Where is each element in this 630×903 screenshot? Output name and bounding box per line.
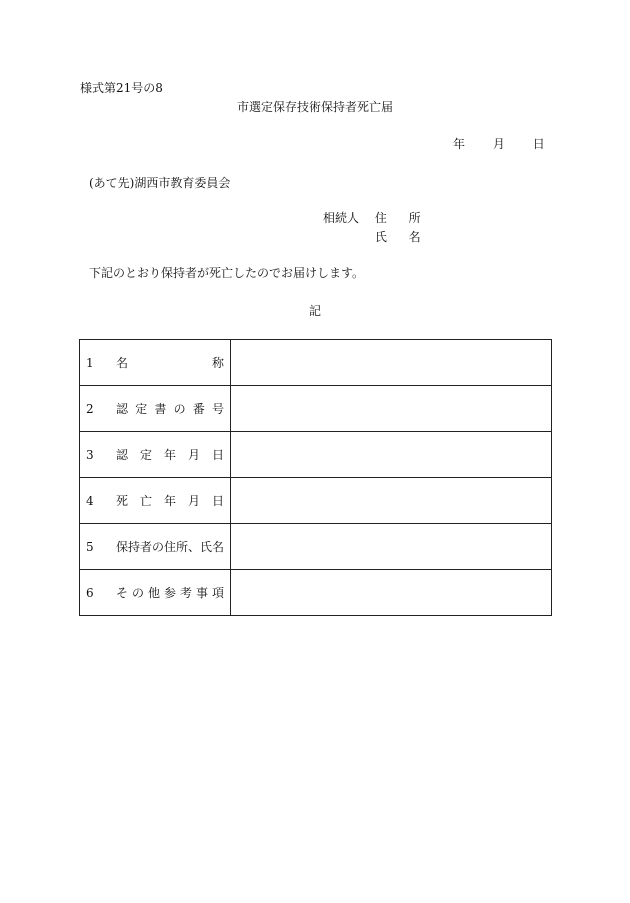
table-row bbox=[80, 340, 552, 386]
table-row bbox=[80, 386, 552, 432]
row-number: 3 bbox=[86, 447, 94, 462]
date-year-label: 年 bbox=[453, 137, 466, 151]
row-value-cell[interactable] bbox=[231, 478, 552, 524]
table-row bbox=[80, 524, 552, 570]
ki-heading: 記 bbox=[308, 304, 321, 318]
table-row bbox=[80, 478, 552, 524]
body-text: 下記のとおり保持者が死亡したのでお届けします。 bbox=[89, 266, 365, 280]
row-label: 死亡年月日 bbox=[116, 494, 224, 508]
row-number: 1 bbox=[86, 355, 94, 370]
applicant-role: 相続人 bbox=[323, 211, 360, 225]
row-label: 認定書の番号 bbox=[116, 402, 224, 416]
row-label: 保持者の住所、氏名 bbox=[116, 540, 225, 554]
row-label-cell bbox=[80, 386, 231, 432]
table-row bbox=[80, 432, 552, 478]
date-day-label: 日 bbox=[532, 137, 545, 151]
row-value-cell[interactable] bbox=[231, 340, 552, 386]
applicant-name-label: 氏 名 bbox=[374, 230, 430, 244]
detail-table bbox=[79, 339, 552, 616]
row-number: 4 bbox=[86, 493, 94, 508]
date-line bbox=[453, 138, 545, 150]
row-label: 名 称 bbox=[116, 356, 224, 370]
row-number: 5 bbox=[86, 539, 94, 554]
row-label-cell bbox=[80, 570, 231, 616]
applicant-block bbox=[323, 212, 430, 250]
date-month-label: 月 bbox=[492, 137, 505, 151]
row-label: その他参考事項 bbox=[116, 586, 224, 600]
row-label: 認定年月日 bbox=[116, 448, 224, 462]
row-value-cell[interactable] bbox=[231, 570, 552, 616]
addressee: (あて先)湖西市教育委員会 bbox=[89, 176, 231, 190]
row-number: 6 bbox=[86, 585, 94, 600]
row-label-cell bbox=[80, 478, 231, 524]
row-value-cell[interactable] bbox=[231, 432, 552, 478]
row-value-cell[interactable] bbox=[231, 386, 552, 432]
row-number: 2 bbox=[86, 401, 94, 416]
table-row bbox=[80, 570, 552, 616]
row-label-cell bbox=[80, 524, 231, 570]
applicant-address-label: 住 所 bbox=[374, 211, 430, 225]
row-label-cell bbox=[80, 340, 231, 386]
row-value-cell[interactable] bbox=[231, 524, 552, 570]
form-number: 様式第21号の8 bbox=[80, 81, 163, 95]
document-title: 市選定保存技術保持者死亡届 bbox=[236, 100, 393, 114]
row-label-cell bbox=[80, 432, 231, 478]
